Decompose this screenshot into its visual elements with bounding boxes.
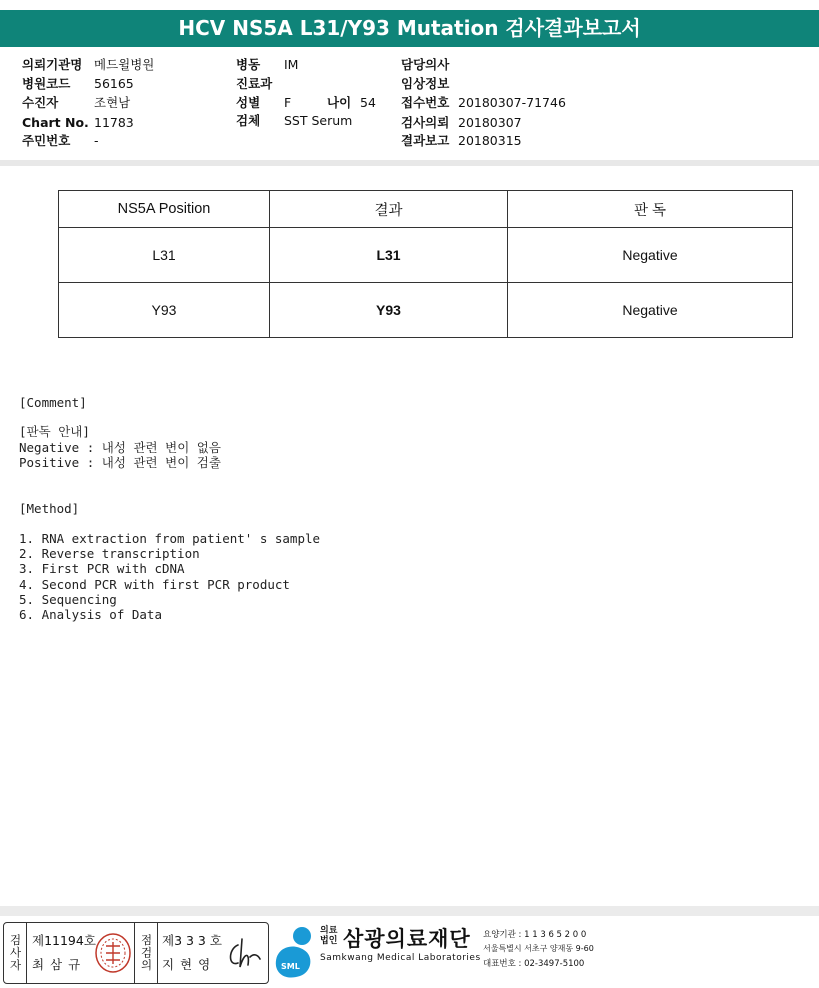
cell-interpretation: Negative xyxy=(508,228,793,283)
method-step: 4. Second PCR with first PCR product xyxy=(19,577,290,592)
cell-position: L31 xyxy=(59,228,270,283)
sml-logo-icon xyxy=(270,922,320,982)
info-resident-no: 주민번호 - xyxy=(22,133,99,148)
info-receipt-no: 접수번호 20180307-71746 xyxy=(401,95,566,110)
info-sex: 성별 F xyxy=(236,95,292,110)
org-english-name: Samkwang Medical Laboratories xyxy=(320,953,481,963)
method-step: 6. Analysis of Data xyxy=(19,607,162,622)
tester-seal-icon xyxy=(94,932,132,974)
info-ward: 병동 IM xyxy=(236,57,299,72)
method-step: 3. First PCR with cDNA xyxy=(19,561,185,576)
info-department: 진료과 xyxy=(236,76,273,91)
table-header-row xyxy=(59,191,793,228)
results-table xyxy=(58,190,793,338)
org-phone: 대표번호 : 02-3497-5100 xyxy=(483,959,585,969)
guide-negative: Negative : 내성 관련 변이 없음 xyxy=(19,440,221,455)
tester-license-no: 제11194호 xyxy=(32,933,96,948)
table-row xyxy=(59,228,793,283)
report-footer xyxy=(0,906,819,988)
svg-text:SML: SML xyxy=(281,962,300,971)
report-title: HCV NS5A L31/Y93 Mutation 검사결과보고서 xyxy=(0,10,819,47)
care-institution-code: 요양기관 : 1 1 3 6 5 2 0 0 xyxy=(483,930,587,940)
patient-info-section xyxy=(0,54,819,154)
cell-result: L31 xyxy=(270,228,508,283)
cell-interpretation: Negative xyxy=(508,283,793,338)
reviewer-name: 지 현 영 xyxy=(162,957,212,972)
info-patient-name: 수진자 조현남 xyxy=(22,95,131,110)
method-step: 2. Reverse transcription xyxy=(19,546,200,561)
info-hospital-code: 병원코드 56165 xyxy=(22,76,134,91)
info-hospital-name: 의뢰기관명 메드윌병원 xyxy=(22,57,155,72)
comment-heading: [Comment] xyxy=(19,395,87,410)
col-header-result: 결과 xyxy=(270,191,508,228)
info-request-date: 검사의뢰 20180307 xyxy=(401,115,522,130)
method-step: 5. Sequencing xyxy=(19,592,117,607)
cell-position: Y93 xyxy=(59,283,270,338)
org-name: 삼광의료재단 xyxy=(343,927,471,951)
info-report-date: 결과보고 20180315 xyxy=(401,133,522,148)
guide-positive: Positive : 내성 관련 변이 검출 xyxy=(19,455,221,470)
method-step: 1. RNA extraction from patient' s sample xyxy=(19,531,321,546)
info-age: 나이 54 xyxy=(327,95,376,110)
guide-heading: [판독 안내] xyxy=(19,424,90,439)
section-divider xyxy=(0,160,819,166)
org-address: 서울특별시 서초구 양재동 9-60 xyxy=(483,944,594,953)
org-prefix: 의료법인 xyxy=(320,926,338,946)
col-header-interpretation: 판 독 xyxy=(508,191,793,228)
info-clinical: 임상정보 xyxy=(401,76,450,91)
col-header-position: NS5A Position xyxy=(59,191,270,228)
reviewer-label: 점검의 xyxy=(134,923,158,983)
table-row xyxy=(59,283,793,338)
info-specimen: 검체 SST Serum xyxy=(236,113,353,128)
cell-result: Y93 xyxy=(270,283,508,338)
reviewer-signature-icon xyxy=(224,933,264,973)
tester-name: 최 삼 규 xyxy=(32,957,82,972)
signature-box xyxy=(3,922,269,984)
footer-divider xyxy=(0,906,819,916)
tester-label: 검사자 xyxy=(4,923,27,983)
info-chart-no: Chart No. 11783 xyxy=(22,115,134,130)
info-physician: 담당의사 xyxy=(401,57,450,72)
method-heading: [Method] xyxy=(19,501,80,516)
reviewer-license-no: 제3 3 3 호 xyxy=(162,933,222,948)
